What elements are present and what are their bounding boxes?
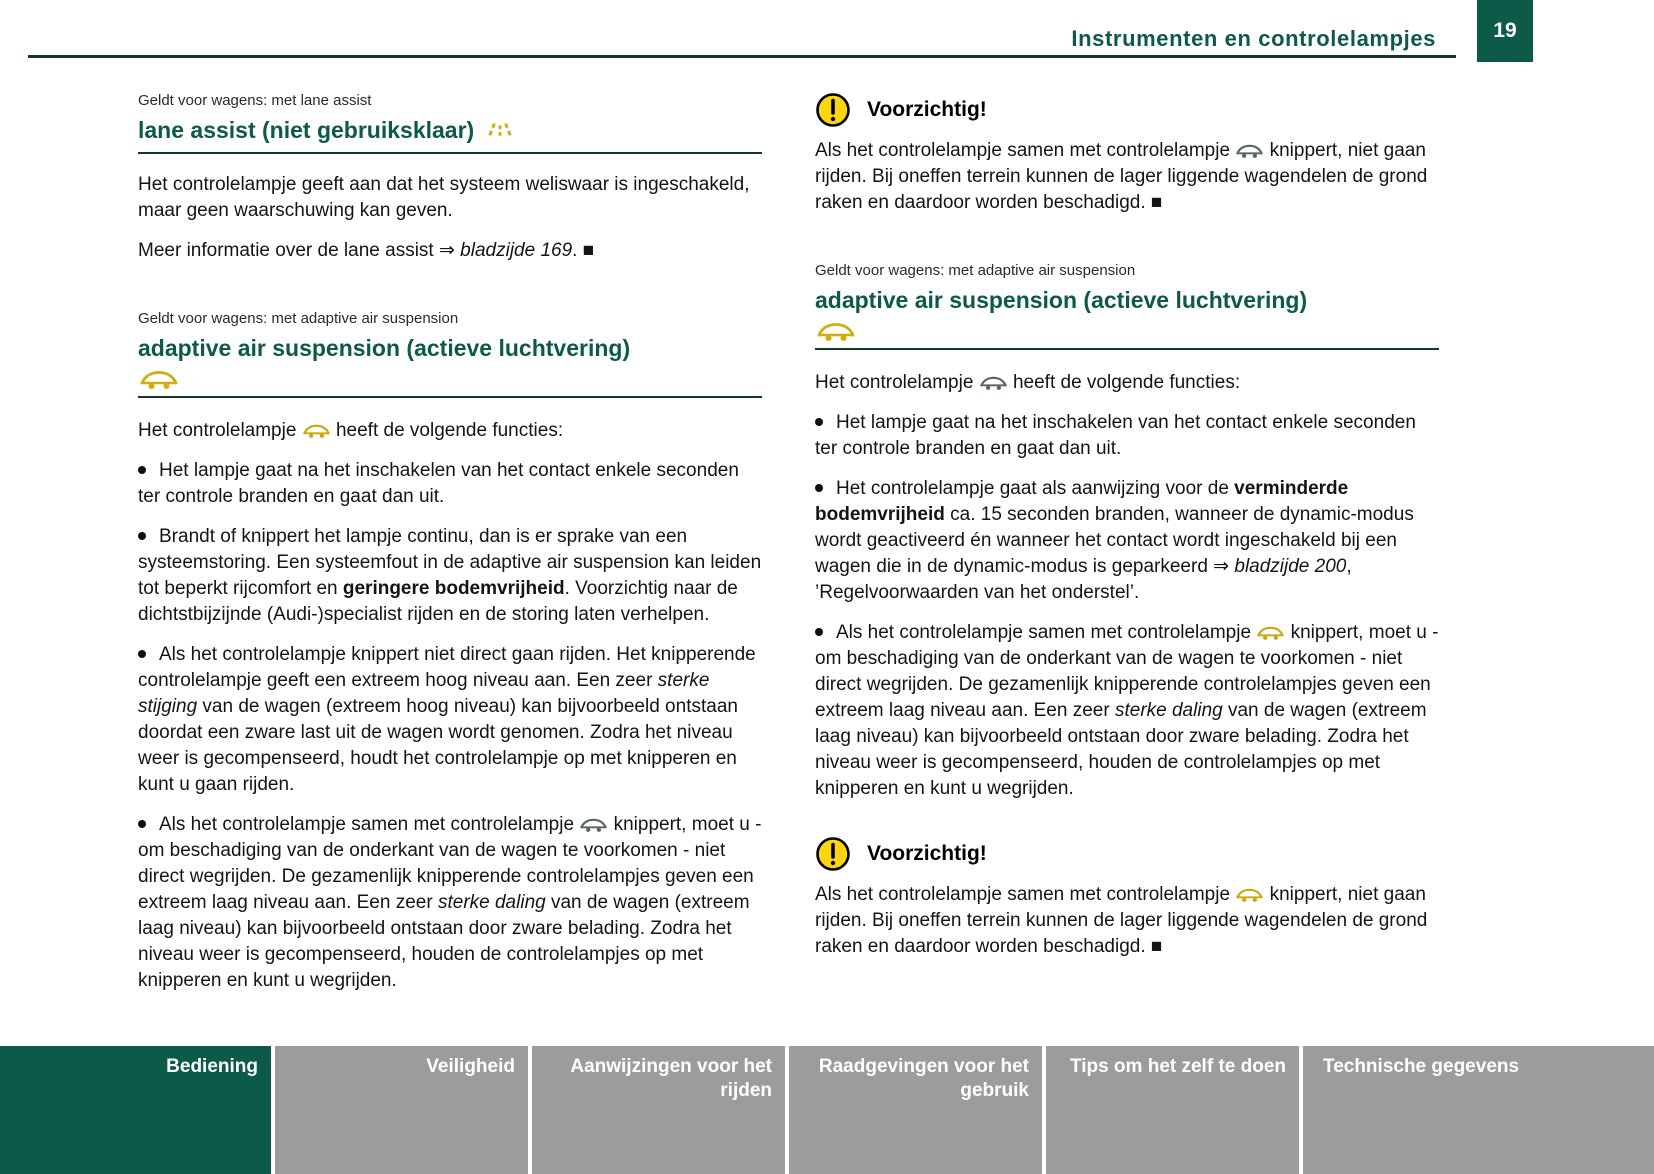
bullet-text: Het lampje gaat na het inschakelen van het contact enkele seconden ter controle branden en gaat dan uit.: [138, 460, 739, 507]
right-column: [815, 92, 1439, 960]
paragraph-reference: Meer informatie over de lane assist ⇒ bladzijde 169. ■: [138, 240, 595, 261]
bullet-icon: [815, 418, 823, 426]
bullet-icon: [815, 484, 823, 492]
suspension-lamp-yellow-icon: [1235, 884, 1264, 905]
footer-tab-label: Raadgevingen voor het gebruik: [818, 1056, 1029, 1101]
bullet-text: Als het controlelampje samen met controlelampje knippert, moet u - om beschadiging van de onderkant van de wagen te voorkomen - niet direct wegrijden. De gezamenlijk knipperende controlelampjes geven een extreem laag niveau aan. Een zeer sterke daling van de wagen (extreem laag niveau) kan bijvoorbeeld ontstaan door zware belading. Zodra het niveau weer is gecompenseerd, houden de controlelampjes op met knipperen en kunt u wegrijden.: [138, 814, 762, 991]
bullet-text: Het lampje gaat na het inschakelen van het contact enkele seconden ter controle branden en gaat dan uit.: [815, 412, 1416, 459]
bullet-text: Als het controlelampje samen met controlelampje knippert, moet u - om beschadiging van de onderkant van de wagen te voorkomen - niet direct wegrijden. De gezamenlijk knipperende controlelampjes geven een extreem laag niveau aan. Een zeer sterke daling van de wagen (extreem laag niveau) kan bijvoorbeeld ontstaan door zware belading. Zodra het niveau weer is gecompenseerd, houden de controlelampjes op met knipperen en kunt u wegrijden.: [815, 622, 1439, 799]
footer-tab-aanwijzingen[interactable]: [532, 1046, 785, 1174]
paragraph-intro: Het controlelampje heeft de volgende functies:: [815, 372, 1241, 393]
footer-tab-veiligheid[interactable]: [275, 1046, 528, 1174]
caution-title: Voorzichtig!: [867, 842, 987, 865]
air-suspension-icon: [138, 366, 762, 388]
bullet-icon: [138, 820, 146, 828]
caution-text: Als het controlelampje samen met controlelampje knippert, niet gaan rijden. Bij oneffen terrein kunnen de lager liggende wagendelen de grond raken en daardoor worden beschadigd. ■: [815, 884, 1428, 957]
list-item: [815, 410, 1439, 462]
header-rule: [28, 55, 1456, 58]
paragraph: Het controlelampje geeft aan dat het systeem weliswaar is ingeschakeld, maar geen waarschuwing kan geven.: [138, 174, 750, 221]
list-item: [815, 476, 1439, 606]
caution-box: [815, 92, 1439, 216]
suspension-lamp-yellow-icon: [1256, 622, 1285, 643]
bullet-icon: [138, 650, 146, 658]
paragraph-intro: Het controlelampje heeft de volgende functies:: [138, 420, 564, 441]
bullet-text: Als het controlelampje knippert niet direct gaan rijden. Het knipperende controlelampje geeft een extreem hoog niveau aan. Een zeer sterke stijging van de wagen (extreem hoog niveau) kan bijvoorbeeld ontstaan doordat een zware last uit de wagen wordt genomen. Zodra het niveau weer is gecompenseerd, houdt het controlelampje op met knipperen en kunt u gaan rijden.: [138, 644, 756, 795]
suspension-lamp-dark-icon: [1235, 140, 1264, 161]
footer-tab-label: Aanwijzingen voor het rijden: [570, 1056, 772, 1101]
caution-header: [815, 836, 1439, 872]
air-suspension-icon: [815, 318, 1439, 340]
caution-title: Voorzichtig!: [867, 98, 987, 121]
bullet-text: Het controlelampje gaat als aanwijzing voor de verminderde bodemvrijheid ca. 15 seconden branden, wanneer de dynamic-modus wordt geactiveerd én wanneer het contact wordt ingeschakeld bij een wagen die in de dynamic-modus is geparkeerd ⇒ bladzijde 200, ’Regelvoorwaarden van het onderstel’.: [815, 478, 1414, 603]
list-item: [138, 524, 762, 628]
caution-header: [815, 92, 1439, 128]
footer-tab-label: Technische gegevens: [1323, 1056, 1520, 1077]
section-title-text: adaptive air suspension (actieve luchtvering): [138, 335, 631, 361]
list-item: [138, 642, 762, 798]
caution-text: Als het controlelampje samen met controlelampje knippert, niet gaan rijden. Bij oneffen terrein kunnen de lager liggende wagendelen de grond raken en daardoor worden beschadigd. ■: [815, 140, 1428, 213]
section-title-air-suspension: [815, 286, 1439, 350]
bullet-text: Brandt of knippert het lampje continu, dan is er sprake van een systeemstoring. Een systeemfout in de adaptive air suspension kan leiden tot beperkt rijcomfort en geringere bodemvrijheid. Voorzichtig naar de dichtstbijzijnde (Audi-)specialist rijden en de storing laten verhelpen.: [138, 526, 762, 625]
footer-tab-technische-gegevens[interactable]: [1303, 1046, 1654, 1174]
page-number-badge: 19: [1477, 0, 1533, 62]
left-column: [138, 92, 762, 994]
caution-icon: [815, 92, 851, 128]
list-item: [815, 620, 1439, 802]
footer-tab-tips[interactable]: [1046, 1046, 1299, 1174]
footer-tab-bediening[interactable]: [0, 1046, 271, 1174]
list-item: [138, 812, 762, 994]
suspension-lamp-yellow-icon: [302, 420, 331, 441]
footer-tab-bar: [0, 1046, 1654, 1174]
bullet-icon: [138, 466, 146, 474]
applies-note-air-suspension: Geldt voor wagens: met adaptive air suspension: [815, 262, 1136, 279]
footer-tab-label: Veiligheid: [426, 1056, 515, 1077]
section-title-text: adaptive air suspension (actieve luchtvering): [815, 287, 1308, 313]
section-title-air-suspension: [138, 334, 762, 398]
applies-note-lane-assist: Geldt voor wagens: met lane assist: [138, 92, 372, 109]
suspension-lamp-dark-icon: [579, 814, 608, 835]
footer-tab-label: Tips om het zelf te doen: [1069, 1056, 1286, 1077]
footer-tab-raadgevingen[interactable]: [789, 1046, 1042, 1174]
section-title-lane-assist: [138, 116, 762, 154]
bullet-icon: [138, 532, 146, 540]
section-title-text: lane assist (niet gebruiksklaar): [138, 117, 475, 143]
list-item: [138, 458, 762, 510]
suspension-lamp-dark-icon: [979, 372, 1008, 393]
page-header-title: Instrumenten en controlelampjes: [1071, 26, 1436, 51]
lane-assist-icon: [484, 117, 516, 143]
caution-icon: [815, 836, 851, 872]
applies-note-air-suspension: Geldt voor wagens: met adaptive air suspension: [138, 310, 459, 327]
footer-tab-label: Bediening: [166, 1056, 258, 1077]
caution-box: [815, 836, 1439, 960]
bullet-icon: [815, 628, 823, 636]
